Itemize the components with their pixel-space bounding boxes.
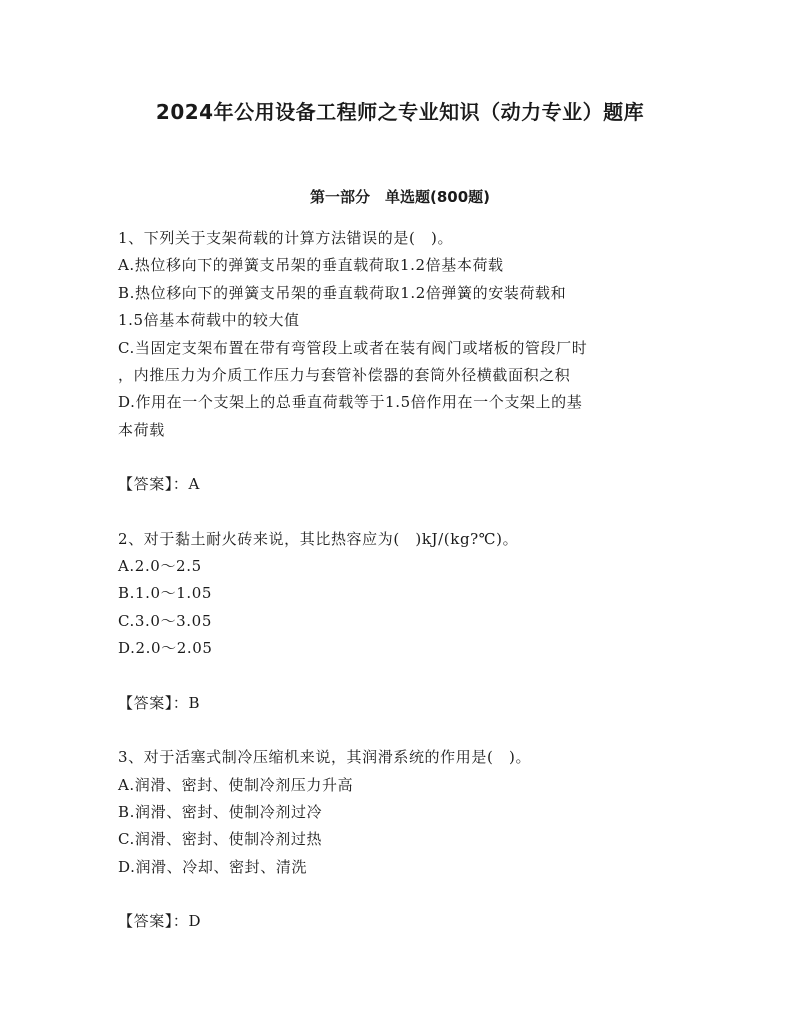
answer: 【答案】：D — [118, 912, 202, 931]
section-heading: 第一部分 单选题(800题) — [309, 188, 491, 206]
question-list — [118, 225, 678, 963]
question-1 — [118, 225, 678, 499]
option-c: C.当固定支架布置在带有弯管段上或者在装有阀门或堵板的管段厂时 — [118, 338, 588, 357]
option-d-continued: 本荷载 — [118, 420, 165, 439]
question-3 — [118, 744, 678, 935]
option-d: D.作用在一个支架上的总垂直荷载等于1.5倍作用在一个支架上的基 — [118, 393, 583, 412]
option-c: C.3.0～3.05 — [118, 611, 212, 630]
option-d: D.润滑、冷却、密封、清洗 — [118, 857, 308, 876]
document-title: 2024年公用设备工程师之专业知识（动力专业）题库 — [155, 100, 645, 124]
option-a: A.热位移向下的弹簧支吊架的垂直载荷取1.2倍基本荷载 — [118, 256, 504, 275]
question-stem: 1、下列关于支架荷载的计算方法错误的是( )。 — [118, 229, 454, 247]
answer: 【答案】：A — [118, 475, 200, 494]
option-c: C.润滑、密封、使制冷剂过热 — [118, 830, 323, 849]
option-b: B.润滑、密封、使制冷剂过冷 — [118, 802, 323, 821]
option-a: A.2.0～2.5 — [118, 557, 202, 576]
option-a: A.润滑、密封、使制冷剂压力升高 — [118, 775, 354, 794]
option-d: D.2.0～2.05 — [118, 639, 213, 658]
option-b: B.1.0～1.05 — [118, 584, 213, 603]
option-b-continued: 1.5倍基本荷载中的较大值 — [118, 311, 300, 330]
option-b: B.热位移向下的弹簧支吊架的垂直载荷取1.2倍弹簧的安装荷载和 — [118, 283, 567, 302]
question-stem: 2、对于黏土耐火砖来说，其比热容应为( )kJ/(kg?℃)。 — [118, 529, 519, 548]
question-2 — [118, 526, 678, 717]
question-stem: 3、对于活塞式制冷压缩机来说，其润滑系统的作用是( )。 — [118, 748, 532, 767]
answer: 【答案】：B — [118, 693, 201, 712]
option-c-continued: ，内推压力为介质工作压力与套管补偿器的套筒外径横截面积之积 — [118, 366, 571, 385]
